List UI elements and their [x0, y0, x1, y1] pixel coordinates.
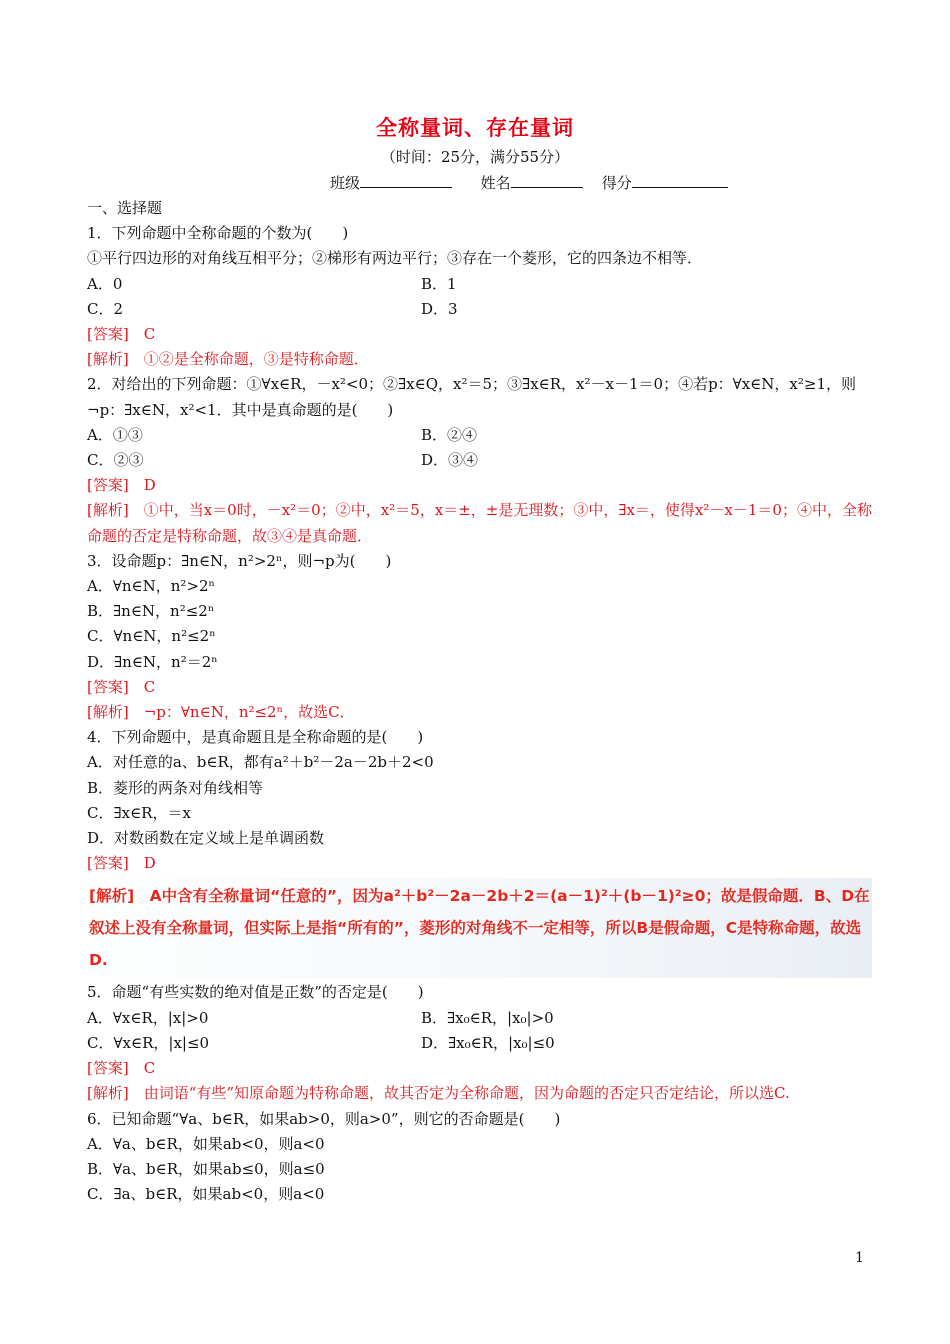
q4-option-b[interactable]: B．菱形的两条对角线相等: [87, 778, 264, 797]
q1-analysis: [解析] ①②是全称命题，③是特称命题．: [87, 350, 369, 369]
page-title: 全称量词、存在量词: [376, 116, 574, 140]
q5-option-d[interactable]: D．∃x₀∈R，|x₀|≤0: [421, 1033, 555, 1052]
q1-options-row2: [87, 297, 872, 322]
q3-option-c[interactable]: C．∀n∈N，n²≤2ⁿ: [87, 627, 216, 646]
page-number: 1: [855, 1250, 864, 1266]
q2-stem-line2: ¬p：∃x∈N，x²<1．其中是真命题的是( ): [87, 400, 394, 419]
q2-answer: [答案] D: [87, 476, 156, 495]
q3-option-d[interactable]: D．∃n∈N，n²＝2ⁿ: [87, 652, 218, 671]
section-heading: 一、选择题: [87, 199, 163, 217]
q5-analysis: [解析] 由词语“有些”知原命题为特称命题，故其否定为全称命题，因为命题的否定只否定结论，所以选C.: [87, 1084, 790, 1103]
q3-analysis: [解析] ¬p：∀n∈N，n²≤2ⁿ，故选C．: [87, 703, 355, 722]
q2-option-d[interactable]: D．③④: [421, 451, 479, 470]
q6-option-c[interactable]: C．∃a、b∈R，如果ab<0，则a<0: [87, 1185, 325, 1204]
q5-answer: [答案] C: [87, 1059, 156, 1078]
q3-answer: [答案] C: [87, 677, 156, 696]
q1-options-row1: [87, 272, 872, 297]
q2-options-row1: [87, 423, 872, 448]
q5-option-c[interactable]: C．∀x∈R，|x|≤0: [87, 1033, 210, 1052]
q1-answer: [答案] C: [87, 325, 156, 344]
q5-options-row2: [87, 1031, 872, 1056]
q2-options-row2: [87, 448, 872, 473]
question-content: [87, 196, 872, 1207]
name-blank[interactable]: [511, 173, 583, 188]
q3-option-b[interactable]: B．∃n∈N，n²≤2ⁿ: [87, 602, 215, 621]
q2-option-a[interactable]: A．①③: [87, 425, 143, 444]
exam-subtitle: （时间：25分，满分55分）: [380, 148, 570, 166]
name-label: 姓名: [480, 174, 511, 192]
q5-option-b[interactable]: B．∃x₀∈R，|x₀|>0: [421, 1008, 554, 1027]
q1-sub: ①平行四边形的对角线互相平分；②梯形有两边平行；③存在一个菱形，它的四条边不相等．: [87, 249, 703, 268]
q2-option-c[interactable]: C．②③: [87, 451, 144, 470]
q1-option-c[interactable]: C．2: [87, 299, 124, 318]
student-info-fields: [330, 172, 728, 193]
q1-option-a[interactable]: A．0: [87, 274, 123, 293]
q3-option-a[interactable]: A．∀n∈N，n²>2ⁿ: [87, 577, 216, 596]
q4-answer: [答案] D: [87, 854, 156, 873]
score-blank[interactable]: [632, 173, 728, 188]
q4-option-d[interactable]: D．对数函数在定义域上是单调函数: [87, 829, 325, 848]
q6-option-a[interactable]: A．∀a、b∈R，如果ab<0，则a<0: [87, 1134, 325, 1153]
q4-option-a[interactable]: A．对任意的a、b∈R，都有a²＋b²－2a－2b＋2<0: [87, 753, 434, 772]
q2-analysis: [解析] ①中，当x＝0时，－x²＝0；②中，x²＝5，x＝±，±是无理数；③中，∃x＝，使得x²－x－1＝0；④中，全称命题的否定是特称命题，故③④是真命题．: [87, 501, 872, 545]
q5-stem: 5．命题“有些实数的绝对值是正数”的否定是( ): [87, 983, 424, 1002]
q6-stem: 6．已知命题“∀a、b∈R，如果ab>0，则a>0”，则它的否命题是( ): [87, 1109, 561, 1128]
q2-option-b[interactable]: B．②④: [421, 425, 478, 444]
q5-options-row1: [87, 1006, 872, 1031]
q3-stem: 3．设命题p：∃n∈N，n²>2ⁿ，则¬p为( ): [87, 551, 392, 570]
q2-stem-line1: 2．对给出的下列命题：①∀x∈R，－x²<0；②∃x∈Q，x²＝5；③∃x∈R，x²－x－1＝0；④若p：∀x∈N，x²≥1，则: [87, 375, 856, 394]
q4-analysis-image: [解析] A中含有全称量词“任意的”，因为a²＋b²－2a－2b＋2＝(a－1)²＋(b－1)²≥0；故是假命题．B、D在叙述上没有全称量词，但实际上是指“所有的”，菱形的对角线不一定相等，所以B是假命题，C是特称命题，故选D.: [87, 878, 872, 978]
q5-option-a[interactable]: A．∀x∈R，|x|>0: [87, 1008, 209, 1027]
q4-stem: 4．下列命题中，是真命题且是全称命题的是( ): [87, 728, 424, 747]
q4-option-c[interactable]: C．∃x∈R，＝x: [87, 803, 191, 822]
class-label: 班级: [330, 174, 361, 192]
class-blank[interactable]: [360, 173, 452, 188]
score-label: 得分: [601, 174, 632, 192]
q1-stem: 1．下列命题中全称命题的个数为( ): [87, 224, 349, 243]
q1-option-b[interactable]: B．1: [421, 274, 457, 293]
q6-option-b[interactable]: B．∀a、b∈R，如果ab≤0，则a≤0: [87, 1159, 325, 1178]
q1-option-d[interactable]: D．3: [421, 299, 458, 318]
